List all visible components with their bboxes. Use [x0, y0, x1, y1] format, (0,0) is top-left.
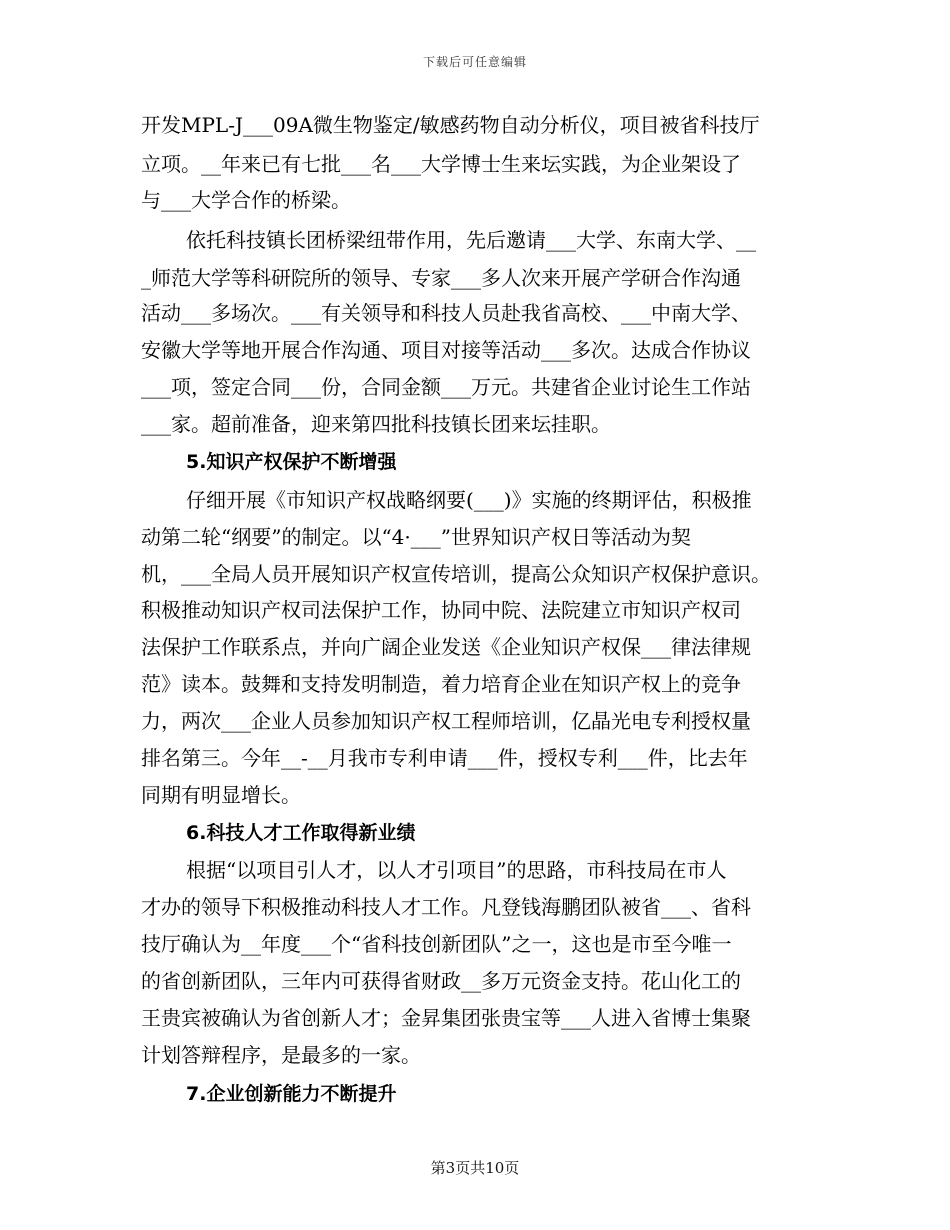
body-line: 机，___全局人员开展知识产权宣传培训，提高公众知识产权保护意识。: [141, 562, 771, 586]
paragraph-first-line: 根据“以项目引人才，以人才引项目”的思路，市科技局在市人: [186, 858, 727, 882]
body-line: 安徽大学等地开展合作沟通、项目对接等活动___多次。达成合作协议: [141, 338, 751, 362]
page-number: 第3页共10页: [430, 1159, 520, 1177]
body-line: 法保护工作联系点，并向广阔企业发送《企业知识产权保___律法律规: [141, 635, 751, 659]
body-line: 积极推动知识产权司法保护工作，协同中院、法院建立市知识产权司: [141, 598, 741, 622]
body-line: 立项。__年来已有七批___名___大学博士生来坛实践，为企业架设了: [141, 152, 741, 176]
body-line: 开发MPL-J___09A微生物鉴定/敏感药物自动分析仪，项目被省科技厅: [141, 113, 760, 137]
section-heading: 6.科技人才工作取得新业绩: [186, 822, 416, 844]
page-header: 下载后可任意编辑: [422, 55, 527, 69]
body-line: _师范大学等科研院所的领导、专家___多人次来开展产学研合作沟通: [141, 266, 741, 290]
body-line: 王贵宾被确认为省创新人才；金昇集团张贵宝等___人进入省博士集聚: [141, 1006, 751, 1030]
body-line: 技厅确认为__年度___个“省科技创新团队”之一，这也是市至今唯一: [141, 932, 732, 956]
body-line: 活动___多场次。___有关领导和科技人员赴我省高校、___中南大学、: [141, 301, 751, 325]
body-line: 才办的领导下积极推动科技人才工作。凡登钱海鹏团队被省___、省科: [141, 895, 751, 919]
body-line: 同期有明显增长。: [141, 783, 301, 807]
body-line: 的省创新团队，三年内可获得省财政__多万元资金支持。花山化工的: [141, 969, 741, 993]
body-line: ___家。超前准备，迎来第四批科技镇长团来坛挂职。: [141, 412, 611, 436]
body-line: ___项，签定合同___份，合同金额___万元。共建省企业讨论生工作站: [141, 375, 751, 399]
section-heading: 7.企业创新能力不断提升: [186, 1083, 397, 1105]
body-line: 与___大学合作的桥梁。: [141, 188, 351, 212]
paragraph-first-line: 仔细开展《市知识产权战略纲要(___)》实施的终期评估，积极推: [186, 488, 752, 512]
body-line: 力，两次___企业人员参加知识产权工程师培训，亿晶光电专利授权量: [141, 709, 751, 733]
body-line: 计划答辩程序，是最多的一家。: [141, 1043, 421, 1067]
body-line: 排名第三。今年__-__月我市专利申请___件，授权专利___件，比去年: [141, 746, 748, 770]
body-line: 动第二轮“纲要”的制定。以“4·___”世界知识产权日等活动为契: [141, 525, 691, 549]
section-heading: 5.知识产权保护不断增强: [186, 451, 397, 473]
body-line: 范》读本。鼓舞和支持发明制造，着力培育企业在知识产权上的竞争: [141, 672, 741, 696]
paragraph-first-line: 依托科技镇长团桥梁纽带作用，先后邀请___大学、东南大学、__: [186, 228, 756, 252]
